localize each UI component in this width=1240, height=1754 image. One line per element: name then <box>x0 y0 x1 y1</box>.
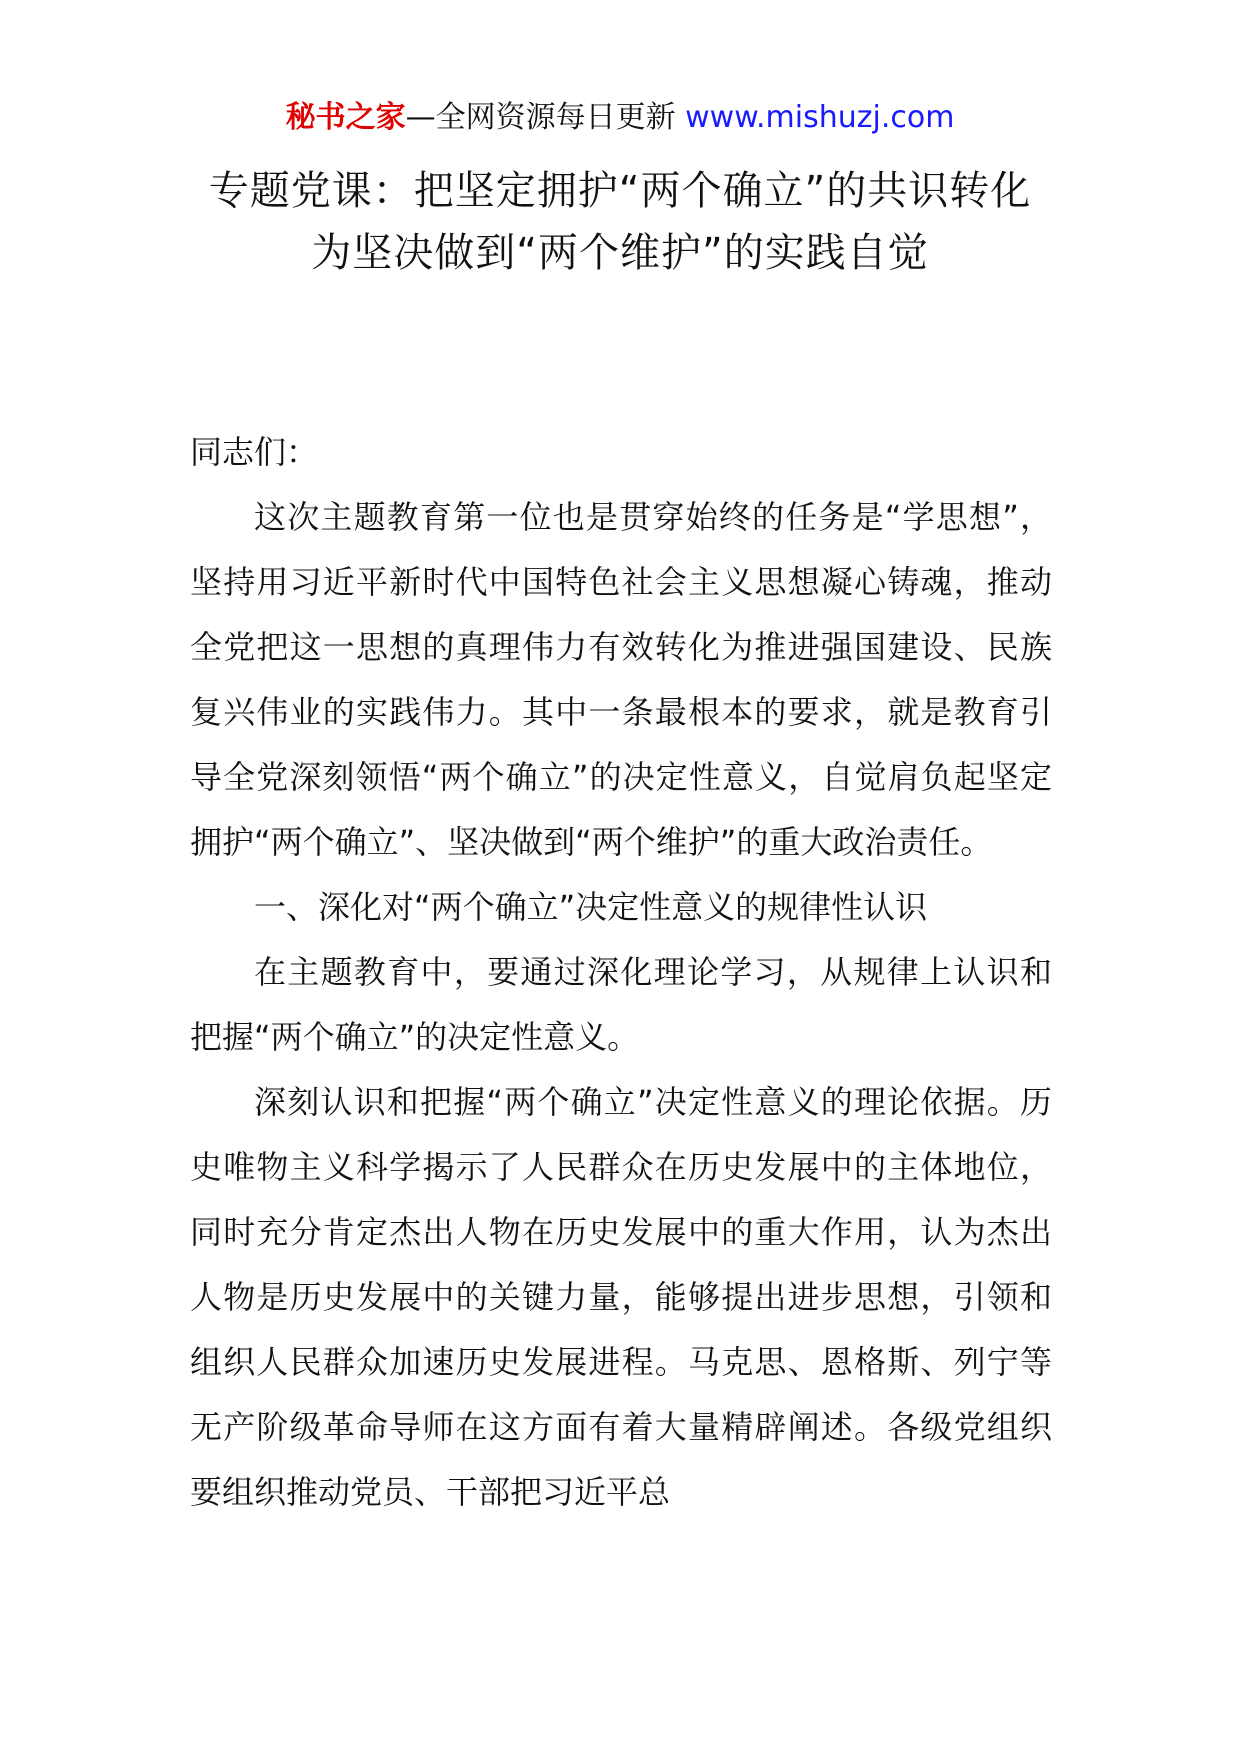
site-url-link[interactable]: www.mishuzj.com <box>685 100 955 135</box>
paragraph-theory-basis: 深刻认识和把握“两个确立”决定性意义的理论依据。历史唯物主义科学揭示了人民群众在历史发展中的主体地位，同时充分肯定杰出人物在历史发展中的重大作用，认为杰出人物是历史发展中的关键力量，能够提出进步思想，引领和组织人民群众加速历史发展进程。马克思、恩格斯、列宁等无产阶级革命导师在这方面有着大量精辟阐述。各级党组织要组织推动党员、干部把习近平总 <box>190 1083 1052 1511</box>
section-heading-1: 一、深化对“两个确立”决定性意义的规律性认识 <box>254 888 928 926</box>
site-header <box>0 98 1240 138</box>
paragraph-section-intro: 在主题教育中，要通过深化理论学习，从规律上认识和把握“两个确立”的决定性意义。 <box>190 953 1052 1056</box>
site-tagline: —全网资源每日更新 <box>405 100 686 135</box>
salutation: 同志们： <box>190 433 319 471</box>
document-body <box>190 420 1052 1525</box>
paragraph-intro: 这次主题教育第一位也是贯穿始终的任务是“学思想”，坚持用习近平新时代中国特色社会主义思想凝心铸魂，推动全党把这一思想的真理伟力有效转化为推进强国建设、民族复兴伟业的实践伟力。其中一条最根本的要求，就是教育引导全党深刻领悟“两个确立”的决定性意义，自觉肩负起坚定拥护“两个确立”、坚决做到“两个维护”的重大政治责任。 <box>190 498 1052 861</box>
document-title: 专题党课：把坚定拥护“两个确立”的共识转化为坚决做到“两个维护”的实践自觉 <box>208 168 1032 276</box>
brand-name: 秘书之家 <box>285 100 406 135</box>
